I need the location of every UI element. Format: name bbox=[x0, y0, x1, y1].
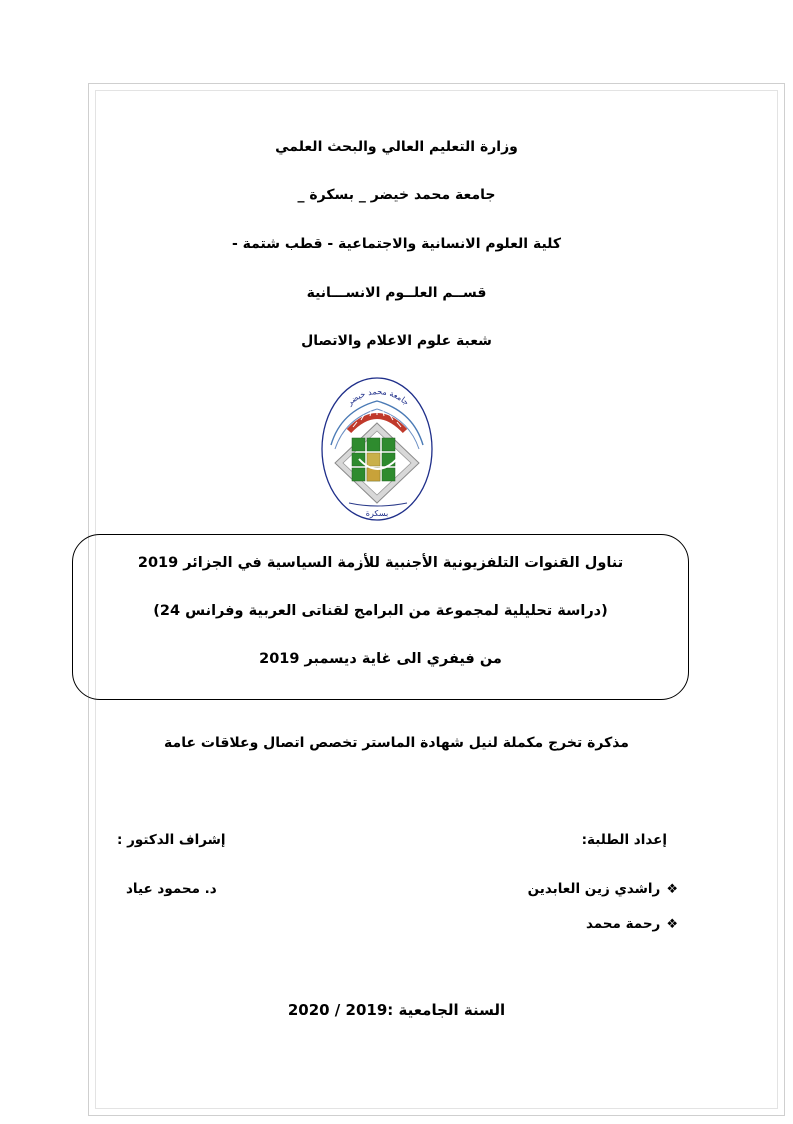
diamond-bullet-icon: ❖ bbox=[666, 917, 678, 932]
faculty-heading: كلية العلوم الانسانية والاجتماعية - قطب شتمة - bbox=[231, 236, 562, 252]
department-heading: قســم العلــوم الانســـانية bbox=[306, 285, 487, 301]
thesis-subtitle: (دراسة تحليلية لمجموعة من البرامج لقناتى العربية وفرانس 24) bbox=[153, 603, 608, 619]
thesis-title-box bbox=[72, 534, 689, 700]
supervisor-label: إشراف الدكتور : bbox=[117, 832, 226, 848]
academic-year: السنة الجامعية :2019 / 2020 bbox=[287, 1001, 506, 1019]
university-logo bbox=[319, 375, 435, 523]
logo-top-text: جامعة محمد خيضر bbox=[345, 387, 411, 408]
student-item bbox=[586, 916, 678, 932]
diamond-bullet-icon: ❖ bbox=[666, 882, 678, 897]
supervisor-name: د. محمود عياد bbox=[126, 881, 217, 897]
degree-note: مذكرة تخرج مكملة لنيل شهادة الماستر تخصص اتصال وعلاقات عامة bbox=[164, 735, 629, 751]
ministry-heading: وزارة التعليم العالي والبحث العلمي bbox=[275, 139, 518, 155]
student-item bbox=[528, 881, 678, 897]
university-heading: جامعة محمد خيضر _ بسكرة _ bbox=[297, 187, 496, 203]
branch-heading: شعبة علوم الاعلام والاتصال bbox=[301, 333, 492, 349]
student-name: رحمة محمد bbox=[585, 916, 661, 932]
thesis-title: تناول القنوات التلفزيونية الأجنبية للأزمة السياسية في الجزائر 2019 bbox=[137, 555, 624, 571]
logo-bottom-text: بسكرة bbox=[365, 509, 389, 518]
student-name: راشدي زين العابدين bbox=[527, 881, 661, 897]
prepared-by-label: إعداد الطلبة: bbox=[581, 832, 667, 848]
thesis-period: من فيفري الى غاية ديسمبر 2019 bbox=[259, 651, 502, 667]
